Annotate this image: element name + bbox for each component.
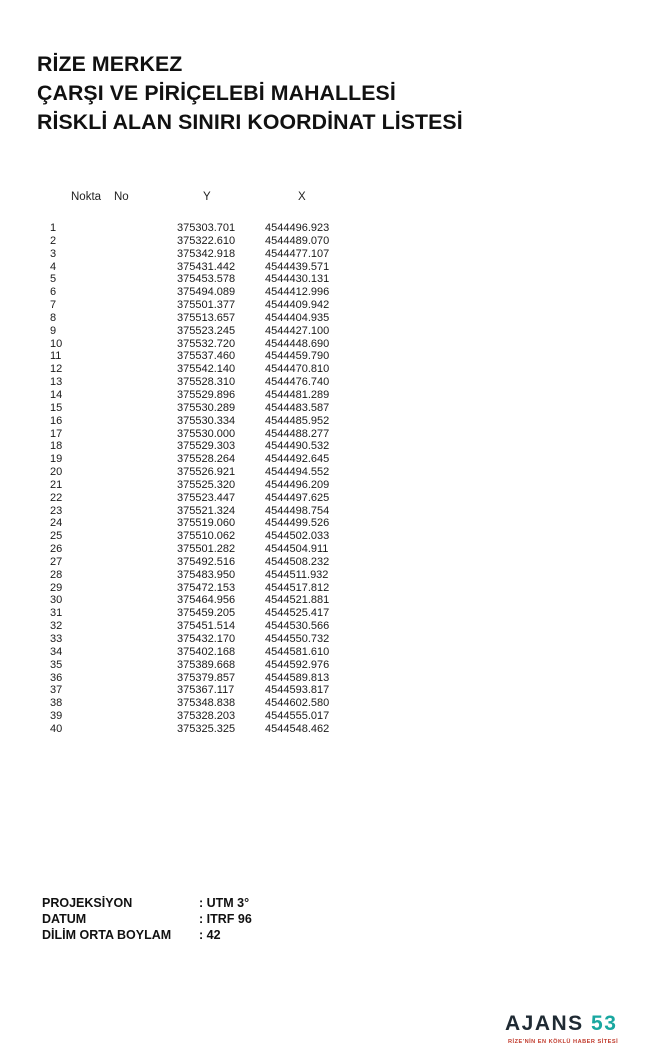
table-row xyxy=(0,402,400,415)
point-number: 37 xyxy=(50,684,63,697)
x-coordinate: 4544548.462 xyxy=(265,722,330,735)
x-coordinate: 4544481.289 xyxy=(265,388,330,401)
x-coordinate: 4544490.532 xyxy=(265,440,330,453)
point-number: 9 xyxy=(50,324,57,337)
table-row xyxy=(0,582,400,595)
x-coordinate: 4544476.740 xyxy=(265,376,330,389)
x-coordinate: 4544404.935 xyxy=(265,311,330,324)
dilim-value: : 42 xyxy=(199,928,221,942)
point-number: 22 xyxy=(50,491,63,504)
table-row xyxy=(0,710,400,723)
x-coordinate: 4544485.952 xyxy=(265,414,330,427)
y-coordinate: 375464.956 xyxy=(177,594,236,607)
projeksiyon-value: : UTM 3° xyxy=(199,896,250,910)
x-coordinate: 4544492.645 xyxy=(265,453,330,466)
x-coordinate: 4544521.881 xyxy=(265,594,330,607)
y-coordinate: 375389.668 xyxy=(177,658,236,671)
title-line-3: RİSKLİ ALAN SINIRI KOORDİNAT LİSTESİ xyxy=(37,110,463,134)
point-number: 38 xyxy=(50,697,63,710)
point-number: 11 xyxy=(50,350,62,363)
point-number: 14 xyxy=(50,388,63,401)
header-nokta: Nokta xyxy=(71,191,102,203)
y-coordinate: 375519.060 xyxy=(177,517,236,530)
x-coordinate: 4544502.033 xyxy=(265,530,330,543)
table-row xyxy=(0,286,400,299)
y-coordinate: 375523.245 xyxy=(177,324,236,337)
point-number: 40 xyxy=(50,722,63,735)
table-row xyxy=(0,594,400,607)
x-coordinate: 4544508.232 xyxy=(265,555,330,568)
table-row xyxy=(0,376,400,389)
x-coordinate: 4544439.571 xyxy=(265,260,330,273)
table-row xyxy=(0,543,400,556)
y-coordinate: 375528.310 xyxy=(177,376,236,389)
y-coordinate: 375402.168 xyxy=(177,645,236,658)
y-coordinate: 375322.610 xyxy=(177,234,236,247)
dilim-label: DİLİM ORTA BOYLAM xyxy=(42,928,172,942)
x-coordinate: 4544470.810 xyxy=(265,363,330,376)
datum-value: : ITRF 96 xyxy=(199,912,252,926)
table-row xyxy=(0,363,400,376)
point-number: 26 xyxy=(50,543,63,556)
point-number: 28 xyxy=(50,568,63,581)
point-number: 19 xyxy=(50,453,63,466)
y-coordinate: 375532.720 xyxy=(177,337,236,350)
x-coordinate: 4544530.566 xyxy=(265,620,330,633)
point-number: 25 xyxy=(50,530,63,543)
point-number: 4 xyxy=(50,260,57,273)
point-number: 33 xyxy=(50,633,63,645)
table-row xyxy=(0,684,400,697)
x-coordinate: 4544581.610 xyxy=(265,645,330,658)
table-row xyxy=(0,273,400,286)
x-coordinate: 4544555.017 xyxy=(265,710,330,723)
point-number: 31 xyxy=(50,607,63,620)
table-row xyxy=(0,672,400,685)
table-row xyxy=(0,517,400,530)
point-number: 34 xyxy=(50,645,63,658)
y-coordinate: 375526.921 xyxy=(177,466,236,479)
y-coordinate: 375528.264 xyxy=(177,453,236,466)
table-row xyxy=(0,723,400,736)
table-row xyxy=(0,389,400,402)
table-row xyxy=(0,505,400,518)
y-coordinate: 375530.289 xyxy=(177,401,236,414)
ajans53-logo xyxy=(505,1012,655,1052)
header-x: X xyxy=(298,191,306,203)
x-coordinate: 4544488.277 xyxy=(265,427,330,440)
x-coordinate: 4544448.690 xyxy=(265,337,330,350)
x-coordinate: 4544496.923 xyxy=(265,222,330,234)
y-coordinate: 375431.442 xyxy=(177,260,236,273)
y-coordinate: 375530.334 xyxy=(177,414,236,427)
y-coordinate: 375483.950 xyxy=(177,568,236,581)
point-number: 29 xyxy=(50,581,63,594)
point-number: 16 xyxy=(50,414,63,427)
point-number: 23 xyxy=(50,504,63,517)
x-coordinate: 4544525.417 xyxy=(265,607,330,620)
point-number: 20 xyxy=(50,466,63,479)
y-coordinate: 375348.838 xyxy=(177,697,236,710)
document-title xyxy=(37,50,463,137)
table-row xyxy=(0,530,400,543)
point-number: 32 xyxy=(50,620,63,633)
x-coordinate: 4544589.813 xyxy=(265,671,330,684)
table-row xyxy=(0,620,400,633)
header-y: Y xyxy=(203,191,211,203)
y-coordinate: 375529.303 xyxy=(177,440,236,453)
point-number: 35 xyxy=(50,658,63,671)
table-row xyxy=(0,569,400,582)
table-row xyxy=(0,261,400,274)
table-row xyxy=(0,325,400,338)
x-coordinate: 4544483.587 xyxy=(265,401,330,414)
table-row xyxy=(0,299,400,312)
coordinate-table xyxy=(0,222,400,736)
projeksiyon-label: PROJEKSİYON xyxy=(42,896,133,910)
y-coordinate: 375459.205 xyxy=(177,607,236,620)
point-number: 8 xyxy=(50,311,57,324)
x-coordinate: 4544430.131 xyxy=(265,273,330,286)
point-number: 3 xyxy=(50,247,57,260)
y-coordinate: 375453.578 xyxy=(177,273,236,286)
y-coordinate: 375529.896 xyxy=(177,388,236,401)
point-number: 24 xyxy=(50,517,63,530)
x-coordinate: 4544489.070 xyxy=(265,234,330,247)
point-number: 39 xyxy=(50,710,63,723)
y-coordinate: 375342.918 xyxy=(177,247,236,260)
x-coordinate: 4544498.754 xyxy=(265,504,330,517)
table-row xyxy=(0,248,400,261)
y-coordinate: 375521.324 xyxy=(177,504,236,517)
x-coordinate: 4544602.580 xyxy=(265,697,330,710)
x-coordinate: 4544412.996 xyxy=(265,286,330,299)
datum-label: DATUM xyxy=(42,912,87,926)
x-coordinate: 4544550.732 xyxy=(265,633,330,645)
x-coordinate: 4544494.552 xyxy=(265,466,330,479)
y-coordinate: 375303.701 xyxy=(177,222,236,234)
y-coordinate: 375501.377 xyxy=(177,299,236,312)
logo-number: 53 xyxy=(591,1012,618,1035)
y-coordinate: 375472.153 xyxy=(177,581,236,594)
point-number: 18 xyxy=(50,440,63,453)
x-coordinate: 4544517.812 xyxy=(265,581,330,594)
x-coordinate: 4544593.817 xyxy=(265,684,330,697)
table-row xyxy=(0,440,400,453)
table-row xyxy=(0,453,400,466)
point-number: 27 xyxy=(50,555,63,568)
point-number: 21 xyxy=(50,478,63,491)
x-coordinate: 4544497.625 xyxy=(265,491,330,504)
table-row xyxy=(0,556,400,569)
point-number: 1 xyxy=(50,222,57,234)
header-no: No xyxy=(114,191,129,203)
x-coordinate: 4544409.942 xyxy=(265,299,330,312)
logo-name: AJANS xyxy=(505,1012,584,1035)
x-coordinate: 4544477.107 xyxy=(265,247,330,260)
y-coordinate: 375501.282 xyxy=(177,543,236,556)
x-coordinate: 4544504.911 xyxy=(265,543,329,556)
y-coordinate: 375523.447 xyxy=(177,491,236,504)
table-row xyxy=(0,466,400,479)
y-coordinate: 375367.117 xyxy=(177,684,235,697)
y-coordinate: 375510.062 xyxy=(177,530,236,543)
x-coordinate: 4544496.209 xyxy=(265,478,330,491)
table-row xyxy=(0,338,400,351)
y-coordinate: 375530.000 xyxy=(177,427,236,440)
point-number: 30 xyxy=(50,594,63,607)
table-row xyxy=(0,350,400,363)
table-row xyxy=(0,607,400,620)
y-coordinate: 375537.460 xyxy=(177,350,236,363)
x-coordinate: 4544511.932 xyxy=(265,568,329,581)
table-row xyxy=(0,415,400,428)
table-row xyxy=(0,222,400,235)
table-row xyxy=(0,697,400,710)
y-coordinate: 375513.657 xyxy=(177,311,236,324)
point-number: 12 xyxy=(50,363,63,376)
x-coordinate: 4544592.976 xyxy=(265,658,330,671)
table-row xyxy=(0,646,400,659)
table-row xyxy=(0,235,400,248)
title-line-1: RİZE MERKEZ xyxy=(37,52,183,76)
y-coordinate: 375328.203 xyxy=(177,710,236,723)
x-coordinate: 4544427.100 xyxy=(265,324,330,337)
y-coordinate: 375494.089 xyxy=(177,286,236,299)
point-number: 36 xyxy=(50,671,63,684)
point-number: 7 xyxy=(50,299,57,312)
point-number: 5 xyxy=(50,273,57,286)
x-coordinate: 4544459.790 xyxy=(265,350,330,363)
table-row xyxy=(0,633,400,646)
y-coordinate: 375432.170 xyxy=(177,633,236,645)
table-row xyxy=(0,428,400,441)
logo-tagline: RİZE'NİN EN KÖKLÜ HABER SİTESİ xyxy=(508,1039,619,1045)
point-number: 13 xyxy=(50,376,63,389)
table-row xyxy=(0,312,400,325)
table-row xyxy=(0,659,400,672)
y-coordinate: 375451.514 xyxy=(177,620,236,633)
point-number: 2 xyxy=(50,234,57,247)
point-number: 15 xyxy=(50,401,63,414)
y-coordinate: 375542.140 xyxy=(177,363,236,376)
y-coordinate: 375525.320 xyxy=(177,478,236,491)
y-coordinate: 375492.516 xyxy=(177,555,236,568)
x-coordinate: 4544499.526 xyxy=(265,517,330,530)
point-number: 17 xyxy=(50,427,63,440)
title-line-2: ÇARŞI VE PİRİÇELEBİ MAHALLESİ xyxy=(37,81,396,105)
y-coordinate: 375379.857 xyxy=(177,671,236,684)
point-number: 10 xyxy=(50,337,63,350)
table-row xyxy=(0,479,400,492)
y-coordinate: 375325.325 xyxy=(177,722,236,735)
point-number: 6 xyxy=(50,286,57,299)
table-row xyxy=(0,492,400,505)
